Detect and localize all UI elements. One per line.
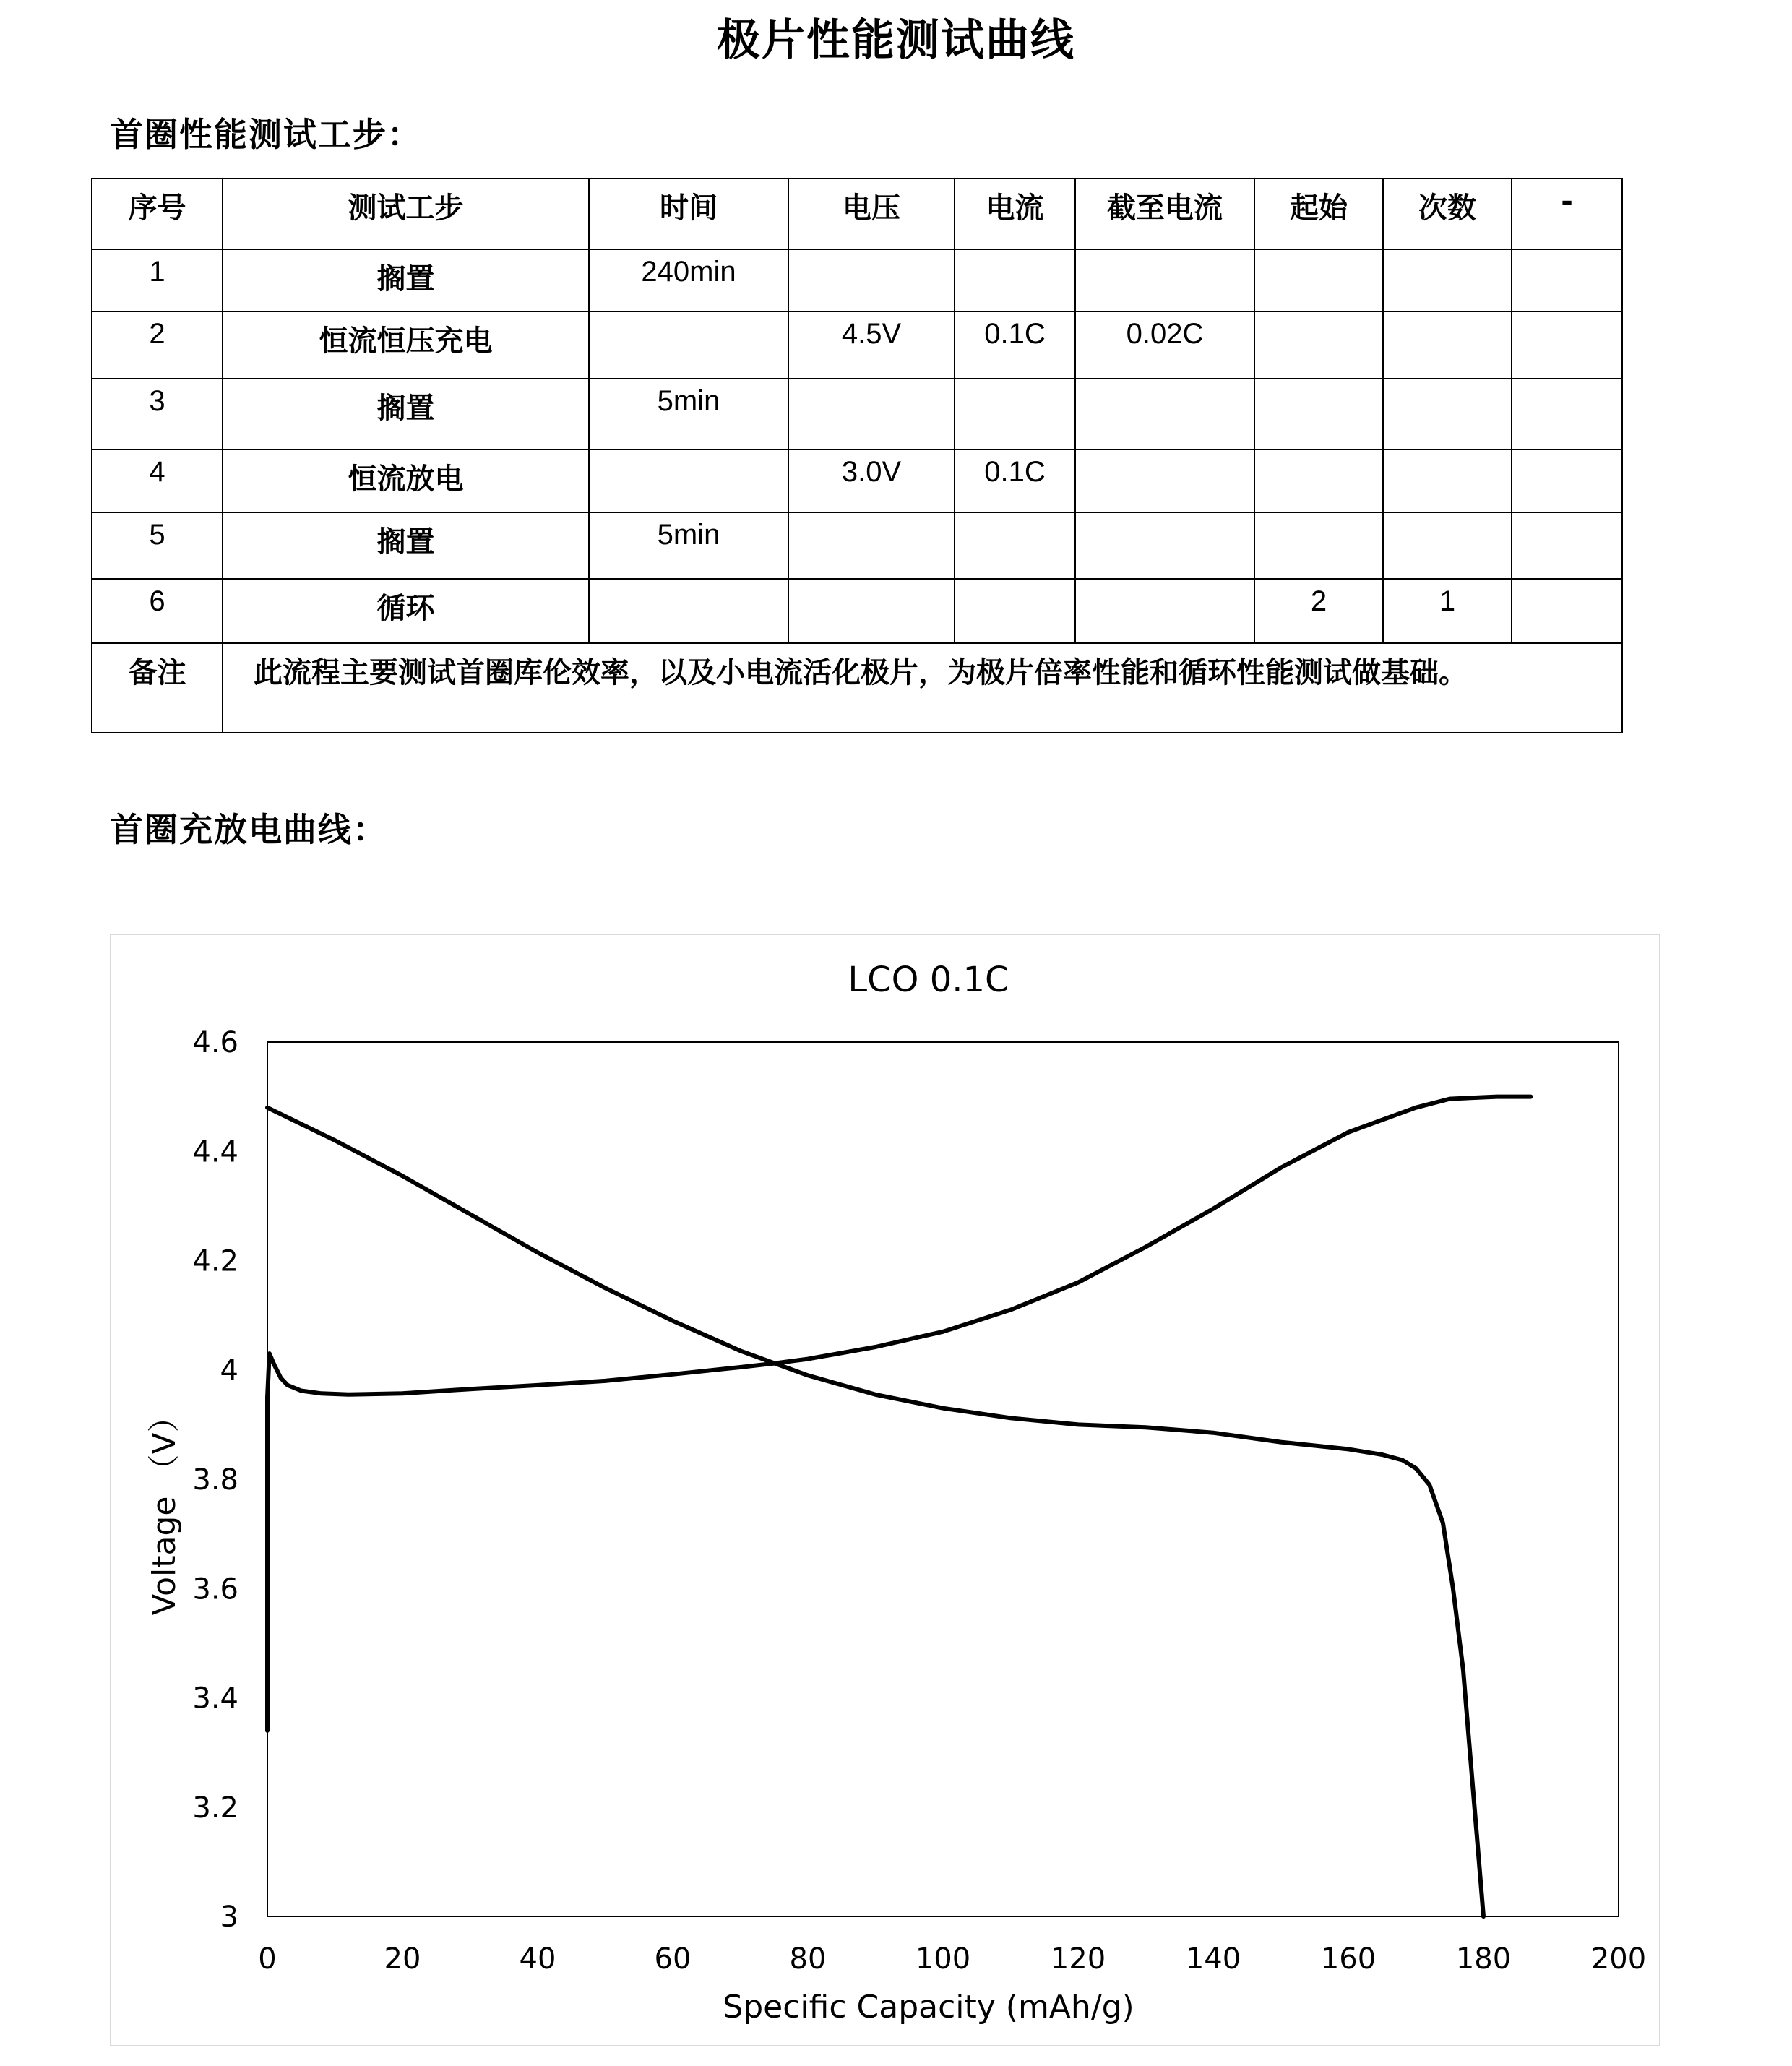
table-cell — [1512, 379, 1622, 449]
table-cell: 1 — [92, 249, 223, 311]
table-cell — [955, 379, 1075, 449]
table-cell: 5min — [589, 379, 788, 449]
table-cell — [1512, 512, 1622, 579]
test-steps-table — [91, 178, 1623, 733]
x-tick-label: 60 — [654, 1942, 692, 1976]
table-cell: 0.02C — [1075, 311, 1254, 379]
table-cell — [1075, 512, 1254, 579]
table-cell — [589, 449, 788, 512]
table-cell — [1512, 449, 1622, 512]
table-cell — [1383, 449, 1512, 512]
table-cell: 恒流放电 — [223, 449, 589, 512]
x-tick-label: 20 — [384, 1942, 421, 1976]
table-cell — [1512, 579, 1622, 643]
table-cell — [589, 311, 788, 379]
table-cell: 搁置 — [223, 512, 589, 579]
chart-canvas — [111, 935, 1659, 2045]
y-tick-label: 4 — [220, 1353, 238, 1387]
table-cell — [1254, 249, 1383, 311]
table-cell — [1383, 512, 1512, 579]
table-cell — [788, 379, 955, 449]
table-cell — [955, 512, 1075, 579]
y-tick-label: 3.2 — [192, 1791, 238, 1825]
y-tick-label: 3 — [220, 1901, 238, 1934]
x-tick-label: 0 — [258, 1942, 277, 1976]
charge-curve — [267, 1097, 1531, 1731]
header-cell: 起始 — [1254, 178, 1383, 249]
table-cell: 5 — [92, 512, 223, 579]
header-cell: - — [1512, 178, 1622, 249]
y-tick-label: 4.2 — [192, 1244, 238, 1278]
table-cell: 1 — [1383, 579, 1512, 643]
table-cell — [589, 579, 788, 643]
table-cell: 0.1C — [955, 311, 1075, 379]
table-cell: 3 — [92, 379, 223, 449]
y-tick-label: 3.4 — [192, 1682, 238, 1716]
table-cell — [1254, 512, 1383, 579]
table-cell: 搁置 — [223, 249, 589, 311]
y-tick-label: 4.6 — [192, 1026, 238, 1059]
note-label: 备注 — [92, 643, 223, 733]
x-tick-label: 40 — [519, 1942, 556, 1976]
table-cell — [1254, 311, 1383, 379]
chart-title: LCO 0.1C — [848, 960, 1009, 1000]
header-cell: 序号 — [92, 178, 223, 249]
table-note-row — [92, 643, 1622, 733]
table-cell — [1254, 449, 1383, 512]
table-cell — [788, 512, 955, 579]
table-cell: 240min — [589, 249, 788, 311]
y-tick-label: 4.4 — [192, 1135, 238, 1169]
table-cell: 4.5V — [788, 311, 955, 379]
x-axis-label: Specific Capacity (mAh/g) — [723, 1989, 1134, 2026]
table-cell — [788, 579, 955, 643]
table-cell — [955, 249, 1075, 311]
x-tick-label: 160 — [1320, 1942, 1377, 1976]
table-cell — [1075, 449, 1254, 512]
curve-heading: 首圈充放电曲线： — [110, 810, 387, 849]
header-cell: 次数 — [1383, 178, 1512, 249]
table-cell — [1383, 249, 1512, 311]
table-row — [92, 449, 1622, 512]
steps-heading: 首圈性能测试工步： — [110, 115, 422, 154]
table-cell — [1512, 311, 1622, 379]
table-cell — [1383, 311, 1512, 379]
table-cell — [955, 579, 1075, 643]
table-cell — [1075, 249, 1254, 311]
y-tick-label: 3.6 — [192, 1572, 238, 1606]
x-tick-label: 100 — [915, 1942, 971, 1976]
discharge-curve — [267, 1108, 1483, 1916]
table-cell: 0.1C — [955, 449, 1075, 512]
table-cell: 恒流恒压充电 — [223, 311, 589, 379]
charge-discharge-chart — [110, 934, 1660, 2046]
x-tick-label: 180 — [1455, 1942, 1512, 1976]
table-cell — [788, 249, 955, 311]
table-cell — [1254, 379, 1383, 449]
y-tick-label: 3.8 — [192, 1463, 238, 1497]
x-tick-label: 200 — [1590, 1942, 1647, 1976]
table-row — [92, 249, 1622, 311]
table-row — [92, 512, 1622, 579]
x-tick-label: 80 — [789, 1942, 827, 1976]
table-cell — [1512, 249, 1622, 311]
header-cell: 测试工步 — [223, 178, 589, 249]
table-cell: 4 — [92, 449, 223, 512]
x-tick-label: 140 — [1185, 1942, 1241, 1976]
table-row — [92, 579, 1622, 643]
y-axis-label: Voltage （V） — [146, 1400, 183, 1616]
table-row — [92, 311, 1622, 379]
table-cell: 搁置 — [223, 379, 589, 449]
plot-area-border — [267, 1042, 1619, 1916]
header-cell: 时间 — [589, 178, 788, 249]
table-cell: 3.0V — [788, 449, 955, 512]
header-cell: 电压 — [788, 178, 955, 249]
header-cell: 电流 — [955, 178, 1075, 249]
table-cell: 6 — [92, 579, 223, 643]
table-cell — [1075, 579, 1254, 643]
header-cell: 截至电流 — [1075, 178, 1254, 249]
table-cell: 5min — [589, 512, 788, 579]
table-cell: 循环 — [223, 579, 589, 643]
table-cell: 2 — [92, 311, 223, 379]
x-tick-label: 120 — [1050, 1942, 1106, 1976]
table-cell — [1383, 379, 1512, 449]
table-cell: 2 — [1254, 579, 1383, 643]
table-row — [92, 379, 1622, 449]
note-text: 此流程主要测试首圈库伦效率，以及小电流活化极片，为极片倍率性能和循环性能测试做基础。 — [223, 643, 1622, 733]
table-header-row — [92, 178, 1622, 249]
document-title: 极片性能测试曲线 — [717, 15, 1075, 66]
table-cell — [1075, 379, 1254, 449]
